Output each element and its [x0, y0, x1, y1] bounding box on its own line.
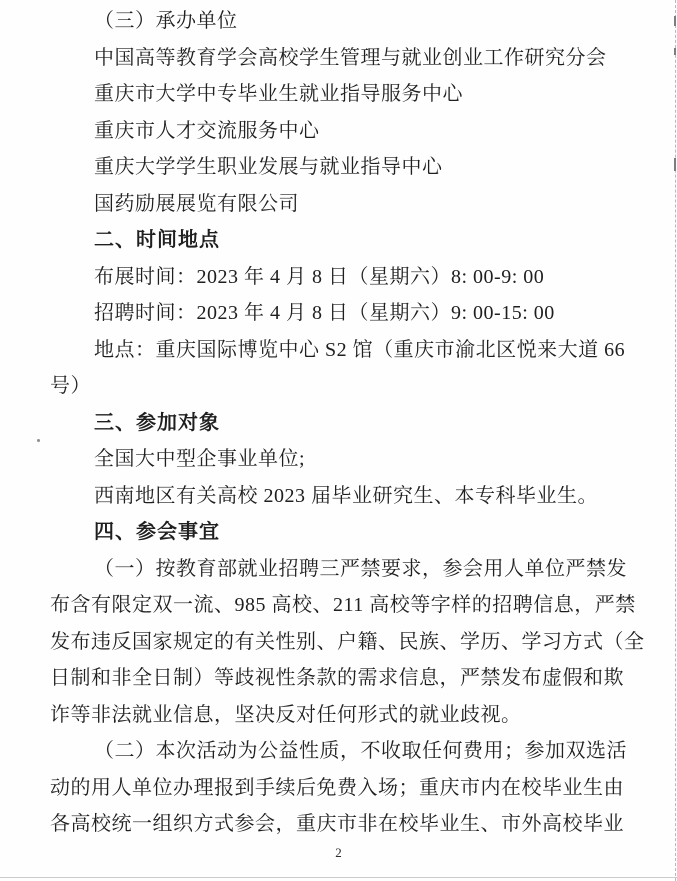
participants-line: 西南地区有关高校 2023 届毕业研究生、本专科毕业生。	[94, 484, 598, 507]
scan-artifact-dash	[674, 48, 676, 55]
subsection-heading-organizers: （三）承办单位	[94, 10, 238, 32]
organizer-line: 重庆市人才交流服务中心	[94, 119, 320, 142]
paragraph-line: （一）按教育部就业招聘三严禁要求，参会用人单位严禁发	[94, 557, 627, 580]
scan-artifact-dash	[674, 158, 676, 171]
recruit-time-line: 招聘时间：2023 年 4 月 8 日（星期六）9: 00-15: 00	[94, 302, 555, 324]
organizer-line: 重庆市大学中专毕业生就业指导服务中心	[94, 83, 463, 105]
location-line: 地点：重庆国际博览中心 S2 馆（重庆市渝北区悦来大道 66	[94, 338, 626, 361]
section-heading-participants: 三、参加对象	[94, 411, 220, 434]
paragraph-line: 各高校统一组织方式参会，重庆市非在校毕业生、市外高校毕业	[50, 813, 624, 835]
section-heading-matters: 四、参会事宜	[94, 521, 220, 543]
paragraph-line: 日制和非全日制）等歧视性条款的需求信息，严禁发布虚假和欺	[50, 667, 624, 689]
organizer-line: 国药励展展览有限公司	[94, 192, 299, 215]
paragraph-line: 诈等非法就业信息，坚决反对任何形式的就业歧视。	[50, 703, 522, 726]
section-heading-time-place: 二、时间地点	[94, 229, 220, 251]
paragraph-line: 动的用人单位办理报到手续后免费入场；重庆市内在校毕业生由	[50, 776, 624, 799]
scan-edge-bottom	[0, 877, 677, 878]
organizer-line: 重庆大学学生职业发展与就业指导中心	[94, 156, 443, 178]
paragraph-line: （二）本次活动为公益性质，不收取任何费用；参加双选活	[94, 740, 627, 762]
scan-artifact-speck	[37, 439, 40, 442]
scan-artifact-dash	[674, 16, 676, 26]
document-body	[50, 3, 645, 843]
setup-time-line: 布展时间：2023 年 4 月 8 日（星期六）8: 00-9: 00	[94, 265, 545, 288]
paragraph-line: 发布违反国家规定的有关性别、户籍、民族、学历、学习方式（全	[50, 630, 645, 653]
participants-line: 全国大中型企事业单位;	[94, 448, 306, 470]
paragraph-line: 布含有限定双一流、985 高校、211 高校等字样的招聘信息，严禁	[50, 594, 636, 616]
location-line-continued: 号）	[50, 375, 91, 397]
organizer-line: 中国高等教育学会高校学生管理与就业创业工作研究分会	[94, 46, 607, 69]
page-number: 2	[335, 845, 342, 860]
scan-edge-right	[675, 0, 676, 881]
